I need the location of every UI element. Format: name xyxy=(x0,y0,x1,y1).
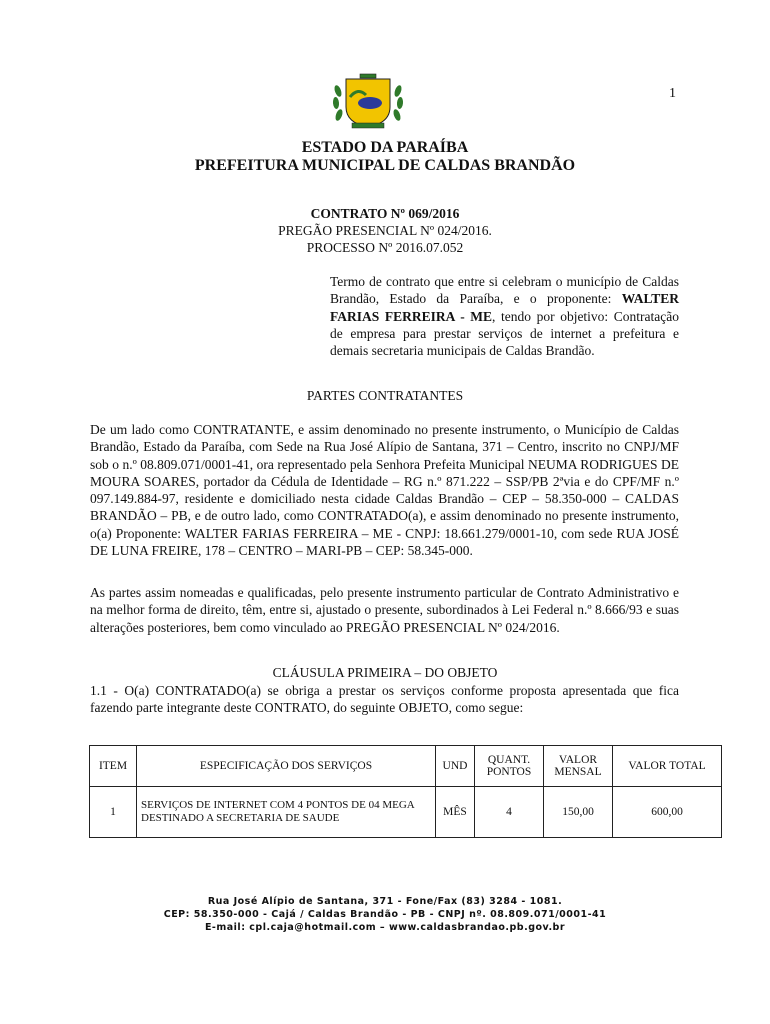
cell-item: 1 xyxy=(90,787,137,838)
cell-monthly-value: 150,00 xyxy=(544,787,613,838)
page-number: 1 xyxy=(669,86,676,101)
partes-section-title: PARTES CONTRATANTES xyxy=(306,388,464,403)
qualification-paragraph: As partes assim nomeadas e qualificadas, pelo presente instrumento particular de Contrato Administrativo e na melhor forma de direito, têm, entre si, ajustado o presente, subordinados à Lei Federal n.º 8.666/93 e suas alterações posteriores, bem como vinculado ao PREGÃO PRESENCIAL Nº 024/2016. xyxy=(90,585,679,635)
cell-quantity: 4 xyxy=(475,787,544,838)
summary-text-after: , tendo por objetivo: Contratação de empresa para prestar serviços de internet a prefeitura e demais secretaria municipais de Caldas Brandão. xyxy=(330,308,679,359)
prefecture-heading: PREFEITURA MUNICIPAL DE CALDAS BRANDÃO xyxy=(194,157,576,174)
header-specification: ESPECIFICAÇÃO DOS SERVIÇOS xyxy=(137,746,436,787)
clausula-text: 1.1 - O(a) CONTRATADO(a) se obriga a prestar os serviços conforme proposta apresentada que fica fazendo parte integrante deste CONTRATO, do seguinte OBJETO, como segue: xyxy=(90,683,679,716)
header-quantity: QUANT. PONTOS xyxy=(475,746,544,787)
footer-email-website: E-mail: cpl.caja@hotmail.com – www.caldasbrandao.pb.gov.br xyxy=(204,922,566,933)
clausula-title: CLÁUSULA PRIMEIRA – DO OBJETO xyxy=(272,665,498,680)
cell-specification: SERVIÇOS DE INTERNET COM 4 PONTOS DE 04 MEGA DESTINADO A SECRETARIA DE SAUDE xyxy=(137,787,436,838)
header-item: ITEM xyxy=(90,746,137,787)
cell-unit: MÊS xyxy=(436,787,475,838)
table-row xyxy=(90,787,722,838)
processo-line: PROCESSO Nº 2016.07.052 xyxy=(306,240,464,255)
footer-address: Rua José Alípio de Santana, 371 - Fone/Fax (83) 3284 - 1081. xyxy=(207,896,563,907)
pregao-line: PREGÃO PRESENCIAL Nº 024/2016. xyxy=(278,223,492,238)
services-table xyxy=(89,745,722,838)
contract-summary xyxy=(330,273,679,359)
contract-title: CONTRATO Nº 069/2016 xyxy=(310,206,460,221)
cell-total-value: 600,00 xyxy=(613,787,722,838)
parties-paragraph: De um lado como CONTRATANTE, e assim denominado no presente instrumento, o Município de Caldas Brandão, Estado da Paraíba, com Sede na Rua José Alípio de Santana, 371 – Centro, inscrito no CNPJ/MF sob o n.º 08.809.071/0001-41, ora representado pela Senhora Prefeita Municipal NEUMA RODRIGUES DE MOURA SOARES, portador da Cédula de Identidade – RG n.º 871.222 – SSP/PB 2ªvia e do CPF/MF n.º 097.149.884-97, residente e domiciliado nesta cidade Caldas Brandão – CEP – 58.350-000 – CALDAS BRANDÃO – PB, e de outro lado, como CONTRATADO(a), e assim denominado no presente instrumento, o(a) Proponente: WALTER FARIAS FERREIRA – ME - CNPJ: 18.661.279/0001-10, com sede RUA JOSÉ DE LUNA FREIRE, 178 – CENTRO – MARI-PB – CEP: 58.345-000. xyxy=(90,422,679,559)
footer-cep-cnpj: CEP: 58.350-000 - Cajá / Caldas Brandão - PB - CNPJ nº. 08.809.071/0001-41 xyxy=(163,909,607,920)
header-total-value: VALOR TOTAL xyxy=(613,746,722,787)
summary-company-name: WALTER FARIAS FERREIRA - ME xyxy=(330,291,679,324)
header-monthly-value: VALOR MENSAL xyxy=(544,746,613,787)
header-unit: UND xyxy=(436,746,475,787)
municipal-crest-logo xyxy=(330,73,406,131)
summary-text-before: Termo de contrato que entre si celebram o município de Caldas Brandão, Estado da Paraíba, e o proponente: xyxy=(330,274,679,307)
state-heading: ESTADO DA PARAÍBA xyxy=(301,139,469,156)
table-header-row xyxy=(90,746,722,787)
